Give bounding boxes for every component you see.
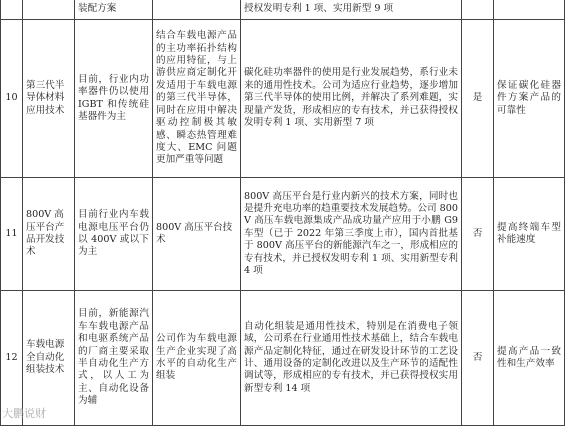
core-tech-flag: 是 bbox=[462, 20, 494, 178]
effect-cell: 提高产品一致性和生产效率 bbox=[494, 291, 565, 426]
cell-num-top bbox=[1, 0, 23, 20]
industry-status-cell: 目前，行业内功率器件仍以使用 IGBT 和传统硅基器件为主 bbox=[75, 20, 153, 178]
industry-status-cell: 目前行业内车载电源电压平台仍以 400V 或以下为主 bbox=[75, 178, 153, 291]
tech-description-cell: 自动化组装是通用性技术，特别是在消费电子领域，公司系在行业通用性技术基础上，结合车载电源产品定制化特征，通过在研发设计环节的工艺设计、通用设备的定制化改进以及生产环节的适配性调试等，形成相应的专有技术，并已获得授权实用新型专利 14 项 bbox=[241, 291, 462, 426]
tech-name-cell: 第三代半导体材料应用技术 bbox=[23, 20, 75, 178]
cell-name-top bbox=[23, 0, 75, 20]
product-features-cell: 800V 高压平台技术 bbox=[153, 178, 241, 291]
table-row-10 bbox=[1, 20, 565, 178]
cell-status-top: 装配方案 bbox=[75, 0, 153, 20]
product-features-cell: 结合车载电源产品的主功率拓扑结构的应用特征，与上游供应商定制化开发适用于车载电源的第三代半导体，同时在应用中解决驱动控制极其敏感、瞬态热管理难度大、EMC 问题更加严重等问题 bbox=[153, 20, 241, 178]
cell-description-top: 授权发明专利 1 项、实用新型 9 项 bbox=[241, 0, 462, 20]
table-row-12 bbox=[1, 291, 565, 426]
effect-cell: 保证碳化硅器件方案产品的可靠性 bbox=[494, 20, 565, 178]
cell-core-top bbox=[462, 0, 494, 20]
industry-status-cell: 目前，新能源汽车车载电源产品和电驱系统产品的厂商主要采取半自动化生产方式，以人工为主、自动化设备为辅 bbox=[75, 291, 153, 426]
table-row-11 bbox=[1, 178, 565, 291]
cell-effect-top bbox=[494, 0, 565, 20]
tech-name-cell: 车载电源全自动化组装技术 bbox=[23, 291, 75, 426]
core-tech-flag: 否 bbox=[462, 178, 494, 291]
row-number: 12 bbox=[1, 291, 23, 426]
watermark: 大鹏说财 bbox=[2, 407, 46, 420]
table-row-top bbox=[1, 0, 565, 20]
tech-name-cell: 800V 高压平台产品开发技术 bbox=[23, 178, 75, 291]
row-number: 11 bbox=[1, 178, 23, 291]
product-features-cell: 公司作为车载电源生产企业实现了高水平的自动化生产组装 bbox=[153, 291, 241, 426]
tech-description-cell: 800V 高压平台是行业内新兴的技术方案，同时也是提升充电功率的趋重要技术发展趋势。公司 800V 高压车载电源集成产品成功量产应用于小鹏 G9 车型（已于 2022 年第三季度上市），国内首批基于 800V 高压平台的新能源汽车之一，形成相应的专有技术，并已授权发明专利 1 项、实用新型专利 4 项 bbox=[241, 178, 462, 291]
tech-description-cell: 碳化硅功率器件的使用是行业发展趋势，系行业未来的通用性技术。公司为适应行业趋势，逐步增加第三代半导体的使用比例，并解决了系列难题，实现量产发货，形成相应的专有技术，并已获得授权发明专利 1 项、实用新型 7 项 bbox=[241, 20, 462, 178]
effect-cell: 提高终端车型补能速度 bbox=[494, 178, 565, 291]
core-tech-flag: 否 bbox=[462, 291, 494, 426]
row-number: 10 bbox=[1, 20, 23, 178]
cell-features-top bbox=[153, 0, 241, 20]
